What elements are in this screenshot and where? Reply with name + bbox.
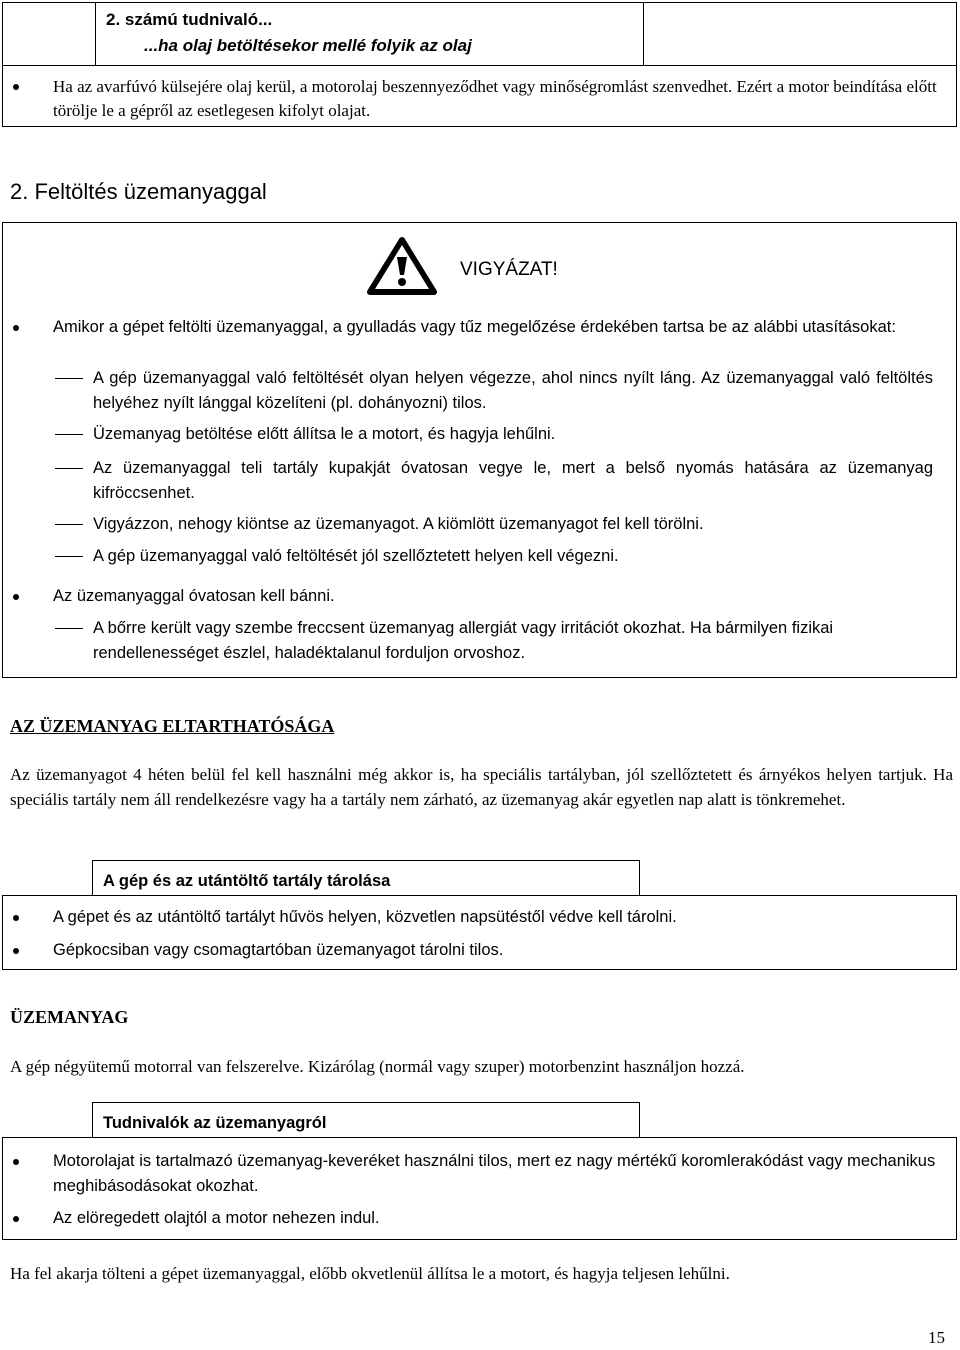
fuel-info-bullet-1: Motorolajat is tartalmazó üzemanyag-keveréket használni tilos, mert ez nagy mértékű koromlerakódást vagy mechanikus meghibásodásokat okozhat. (53, 1152, 936, 1195)
warning-dash-item-3: Az üzemanyaggal teli tartály kupakját óvatosan vegye le, mert a belső nyomás hatására az üzemanyag kifröccsenhet. (93, 459, 933, 502)
bullet-dot (13, 84, 19, 90)
warning-dash-item-1: A gép üzemanyaggal való feltöltését olyan helyen végezze, ahol nincs nyílt láng. Az üzemanyaggal való feltöltés helyéhez nyílt lánggal közelíteni (pl. dohányozni) tilos. (93, 369, 933, 412)
info-box-title-line1: 2. számú tudnivaló... (106, 10, 273, 29)
storage-heading: A gép és az utántöltő tartály tárolása (103, 872, 391, 890)
storage-bullet-1: A gépet és az utántöltő tartályt hűvös helyen, közvetlen napsütéstől védve kell tárolni. (53, 908, 677, 926)
info-box-divider (3, 65, 956, 66)
shelf-life-text: Az üzemanyagot 4 héten belül fel kell használni még akkor is, ha speciális tartályban, jól szellőztetett és árnyékos helyen tartjuk. Ha speciális tartály nem áll rendelkezésre vagy ha a tartály nem zárható, az üzemanyag akár egyetlen nap alatt is tönkremehet. (10, 765, 953, 809)
dash-marker (55, 628, 83, 629)
shelf-life-heading: AZ ÜZEMANYAG ELTARTHATÓSÁGA (10, 716, 335, 736)
info-box-title-cell (95, 2, 644, 66)
warning-bullet-1: Amikor a gépet feltölti üzemanyaggal, a gyulladás vagy tűz megelőzése érdekében tartsa be az alábbi utasításokat: (53, 318, 896, 336)
info-box-title-line2: ...ha olaj betöltésekor mellé folyik az olaj (144, 36, 472, 55)
warning-dash-item-4: Vigyázzon, nehogy kiöntse az üzemanyagot. A kiömlött üzemanyagot fel kell törölni. (93, 515, 704, 533)
fuel-heading: ÜZEMANYAG (10, 1007, 129, 1027)
dash-marker (55, 378, 83, 379)
bullet-dot (13, 594, 19, 600)
warning-dash-item-5: A gép üzemanyaggal való feltöltését jól szellőztetett helyen kell végezni. (93, 547, 619, 565)
bullet-dot (13, 1159, 19, 1165)
fuel-info-bullet-2: Az elöregedett olajtól a motor nehezen indul. (53, 1209, 380, 1227)
warning-bullet-2-dash: A bőrre került vagy szembe freccsent üzemanyag allergiát vagy irritációt okozhat. Ha bármilyen fizikai rendellenességet észlel, haladéktalanul forduljon orvoshoz. (93, 619, 834, 662)
bullet-dot (13, 948, 19, 954)
storage-bullet-2: Gépkocsiban vagy csomagtartóban üzemanyagot tárolni tilos. (53, 941, 504, 959)
info-box-oil (2, 2, 957, 127)
bullet-dot (13, 915, 19, 921)
fuel-info-box (2, 1137, 957, 1240)
bullet-dot (13, 1216, 19, 1222)
warning-title: VIGYÁZAT! (460, 259, 558, 280)
dash-marker (55, 524, 83, 525)
page-number: 15 (928, 1328, 945, 1347)
final-text: Ha fel akarja tölteni a gépet üzemanyaggal, előbb okvetlenül állítsa le a motort, és hagyja teljesen lehűlni. (10, 1264, 730, 1283)
fuel-text: A gép négyütemű motorral van felszerelve. Kizárólag (normál vagy szuper) motorbenzint használjon hozzá. (10, 1057, 745, 1076)
dash-marker (55, 468, 83, 469)
warning-dash-item-2: Üzemanyag betöltése előtt állítsa le a motort, és hagyja lehűlni. (93, 425, 556, 443)
section-heading-fuel-fill: 2. Feltöltés üzemanyaggal (10, 179, 267, 204)
storage-box (2, 895, 957, 970)
dash-marker (55, 434, 83, 435)
fuel-info-heading-box (92, 1102, 640, 1138)
fuel-info-heading: Tudnivalók az üzemanyagról (103, 1114, 327, 1132)
warning-bullet-2: Az üzemanyaggal óvatosan kell bánni. (53, 587, 335, 605)
storage-heading-box (92, 860, 640, 896)
dash-marker (55, 556, 83, 557)
info-box-bullet: Ha az avarfúvó külsejére olaj kerül, a motorolaj beszennyeződhet vagy minőségromlást szenvedhet. Ezért a motor beindítása előtt törölje le a gépről az esetlegesen kifolyt olajat. (53, 77, 937, 120)
warning-triangle-icon (367, 237, 437, 295)
warning-box (2, 222, 957, 678)
